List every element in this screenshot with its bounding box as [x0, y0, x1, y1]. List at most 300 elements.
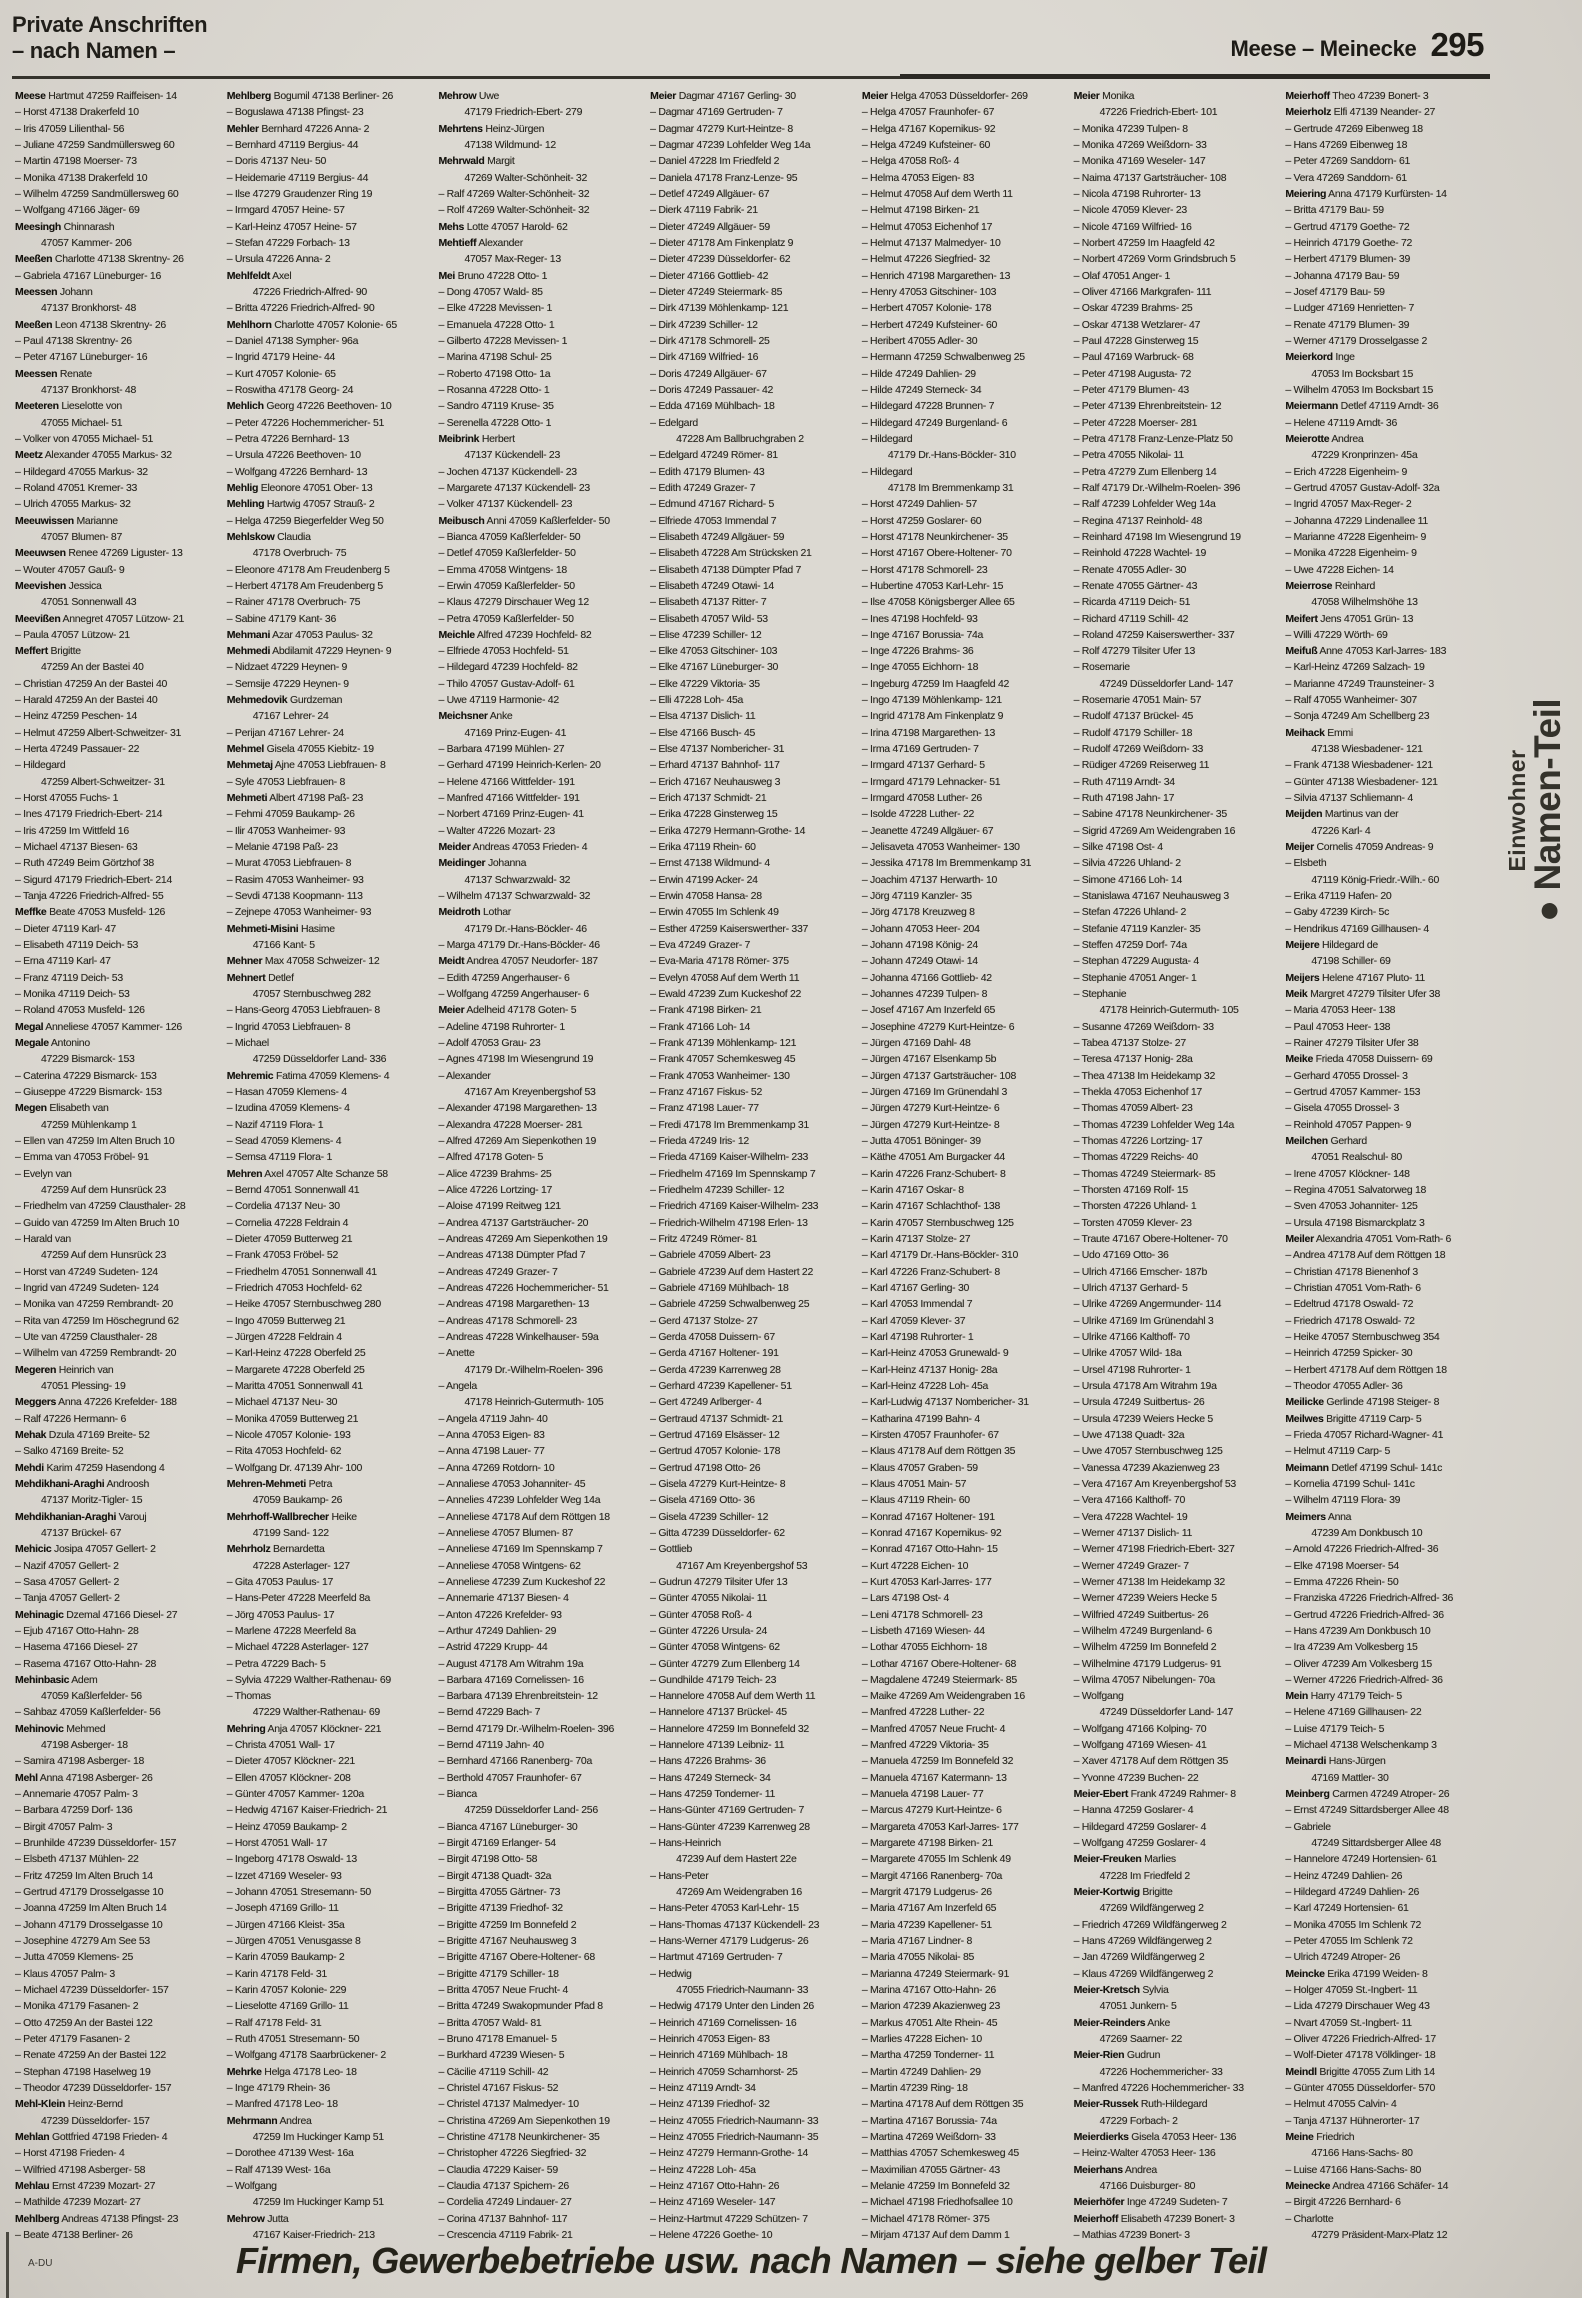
- directory-entry-line: – Heinz-Hartmut 47229 Schützen- 7: [650, 2212, 808, 2225]
- directory-entry-line: – Mathilde 47239 Mozart- 27: [15, 2196, 141, 2209]
- directory-entry-line: – Dorothee 47139 West- 16a: [226, 2147, 354, 2160]
- directory-entry-line: – Erich 47137 Schmidt- 21: [650, 792, 767, 805]
- directory-entry-line: – Thomas 47239 Lohfelder Weg 14a: [1073, 1118, 1235, 1131]
- directory-entry-line: – Brigitte 47167 Neuhausweg 3: [438, 1935, 577, 1948]
- directory-entry-line: – Berthold 47057 Fraunhofer- 67: [438, 1771, 582, 1784]
- directory-entry-line: – Oliver 47226 Friedrich-Alfred- 17: [1285, 2033, 1436, 2046]
- directory-entry-line: 47198 Schiller- 69: [1311, 955, 1391, 968]
- directory-entry-line: – Dieter 47059 Butterweg 21: [226, 1232, 353, 1245]
- directory-entry-line: 47239 Am Donkbusch 10: [1311, 1526, 1423, 1539]
- directory-entry-line: – Reinhold 47228 Wachtel- 19: [1073, 547, 1207, 560]
- directory-entry-line: – Günter 47279 Zum Ellenberg 14: [650, 1657, 800, 1670]
- directory-entry-line: 47259 Im Huckinger Kamp 51: [252, 2131, 384, 2144]
- directory-entry-line: 47137 Schwarzwald- 32: [464, 873, 571, 886]
- directory-entry-line: – Ludger 47169 Henrietten- 7: [1285, 302, 1415, 315]
- directory-entry-line: Meeuwsen Renee 47269 Liguster- 13: [15, 547, 183, 560]
- directory-entry-line: – Tabea 47137 Stolze- 27: [1073, 1037, 1186, 1050]
- directory-entry-line: – Kurt 47053 Karl-Jarres- 177: [861, 1575, 992, 1588]
- directory-entry-line: Meier-Freuken Marlies: [1073, 1853, 1176, 1866]
- directory-entry-line: – Petra 47279 Zum Ellenberg 14: [1073, 465, 1217, 478]
- directory-entry-line: Meiler Alexandria 47051 Vom-Rath- 6: [1285, 1232, 1452, 1245]
- directory-entry-line: – Helmut 47055 Calvin- 4: [1285, 2098, 1397, 2111]
- directory-entry-line: – Susanne 47269 Weißdorn- 33: [1073, 1020, 1214, 1033]
- directory-entry-line: – Birgit 47138 Quadt- 32a: [438, 1869, 552, 1882]
- directory-entry-line: – Norbert 47269 Vorm Grindsbruch 5: [1073, 253, 1236, 266]
- directory-entry-line: Meier Dagmar 47167 Gerling- 30: [650, 90, 796, 102]
- directory-column: [862, 90, 1074, 2242]
- directory-entry-line: – Traute 47167 Obere-Holtener- 70: [1073, 1232, 1228, 1245]
- directory-entry-line: – Hilde 47249 Sterneck- 34: [861, 383, 982, 396]
- directory-entry-line: – Lisbeth 47169 Wiesen- 44: [861, 1624, 985, 1637]
- directory-entry-line: – Petra 47059 Kaßlerfelder- 50: [438, 612, 574, 625]
- directory-entry-line: 47055 Michael- 51: [41, 416, 123, 429]
- directory-entry-line: – Heinz 47055 Friedrich-Naumann- 35: [650, 2131, 819, 2144]
- directory-entry-line: – Daniela 47178 Franz-Lenze- 95: [650, 171, 798, 184]
- directory-entry-line: – Heinrich 47059 Scharnhorst- 25: [650, 2065, 798, 2078]
- directory-entry-line: – Monika 47239 Tulpen- 8: [1073, 122, 1188, 135]
- directory-entry-line: – Rosanna 47228 Otto- 1: [438, 383, 550, 396]
- directory-entry-line: – Heinrich 47169 Mühlbach- 18: [650, 2049, 788, 2062]
- directory-entry-line: – Britta 47249 Swakopmunder Pfad 8: [438, 2000, 603, 2013]
- directory-entry-line: Meierrose Reinhard: [1285, 579, 1376, 592]
- directory-entry-line: – Andreas 47249 Grazer- 7: [438, 1265, 558, 1278]
- directory-entry-line: – Detlef 47059 Kaßlerfelder- 50: [438, 547, 576, 560]
- directory-entry-line: Meierhoff Elisabeth 47239 Bonert- 3: [1073, 2212, 1235, 2225]
- directory-entry-line: – Gerd 47137 Stolze- 27: [650, 1314, 758, 1327]
- directory-entry-line: Mehmetaj Ajne 47053 Liebfrauen- 8: [226, 759, 386, 772]
- directory-entry-line: – Günter 47055 Düsseldorfer- 570: [1285, 2082, 1436, 2095]
- directory-entry-line: Mehring Anja 47057 Klöckner- 221: [226, 1722, 382, 1735]
- directory-entry-line: – Wolfgang Dr. 47139 Ahr- 100: [226, 1461, 363, 1474]
- directory-entry-line: – Manuela 47259 Im Bonnefeld 32: [861, 1755, 1014, 1768]
- directory-entry-line: – Elsbeth 47137 Mühlen- 22: [15, 1853, 139, 1866]
- directory-entry-line: – Theodor 47055 Adler- 36: [1285, 1379, 1403, 1392]
- directory-entry-line: – Christel 47137 Malmedyer- 10: [438, 2098, 579, 2111]
- scan-edge-line: [6, 2232, 9, 2298]
- directory-entry-line: – Marianne 47249 Traunsteiner- 3: [1285, 677, 1434, 690]
- directory-entry-line: – Erwin 47058 Hansa- 28: [650, 890, 762, 903]
- directory-entry-line: Mehlich Georg 47226 Beethoven- 10: [226, 400, 392, 413]
- directory-entry-line: – Irmgard 47179 Lehnacker- 51: [861, 775, 1001, 788]
- directory-entry-line: – Andreas 47138 Dümpter Pfad 7: [438, 1249, 586, 1262]
- directory-entry-line: – Monika 47179 Fasanen- 2: [15, 2000, 139, 2013]
- directory-entry-line: – Willi 47229 Wörth- 69: [1285, 628, 1388, 641]
- directory-entry-line: – Edda 47169 Mühlbach- 18: [650, 400, 775, 413]
- directory-entry-line: – Helga 47058 Roß- 4: [861, 155, 960, 168]
- directory-entry-line: – Lothar 47055 Eichhorn- 18: [861, 1641, 987, 1654]
- directory-entry-line: Mehlhorn Charlotte 47057 Kolonie- 65: [226, 318, 397, 331]
- directory-entry-line: – Ursula 47198 Bismarckplatz 3: [1285, 1216, 1425, 1229]
- directory-entry-line: – Anneliese 47057 Blumen- 87: [438, 1526, 574, 1539]
- directory-entry-line: – Stefan 47229 Forbach- 13: [226, 236, 350, 249]
- directory-entry-line: – Peter 47167 Lüneburger- 16: [15, 351, 148, 364]
- directory-entry-line: – Jörg 47053 Paulus- 17: [226, 1608, 335, 1621]
- directory-entry-line: – Hedwig: [650, 1967, 692, 1980]
- directory-entry-line: – Wilfried 47198 Asberger- 58: [15, 2163, 146, 2176]
- directory-entry-line: – Elke 47228 Mevissen- 1: [438, 302, 553, 315]
- directory-entry-line: – Johanna 47229 Lindenallee 11: [1285, 514, 1428, 527]
- directory-entry-line: Meinecke Andrea 47166 Schäfer- 14: [1285, 2180, 1449, 2192]
- directory-entry-line: Meijer Cornelis 47059 Andreas- 9: [1285, 841, 1434, 854]
- directory-entry-line: – Alexandra 47228 Moerser- 281: [438, 1118, 583, 1131]
- directory-entry-line: – Horst van 47249 Sudeten- 124: [15, 1265, 158, 1278]
- directory-entry-line: – Ilse 47279 Graudenzer Ring 19: [226, 187, 373, 200]
- directory-entry-line: Mehinagic Dzemal 47166 Diesel- 27: [15, 1608, 178, 1621]
- directory-entry-line: – Gisela 47169 Otto- 36: [650, 1494, 755, 1507]
- directory-entry-line: Megen Elisabeth van: [15, 1102, 109, 1115]
- directory-entry-line: Megale Antonino: [15, 1037, 90, 1050]
- directory-entry-line: – Konrad 47167 Holtener- 191: [861, 1510, 995, 1523]
- directory-entry-line: Mehrow Jutta: [226, 2212, 289, 2225]
- directory-entry-line: – Fritz 47259 Im Alten Bruch 14: [15, 1869, 153, 1882]
- directory-entry-line: – Edith 47179 Blumen- 43: [650, 465, 765, 478]
- directory-entry-line: – Heinz 47259 Peschen- 14: [15, 710, 138, 723]
- directory-entry-line: 47228 Im Friedfeld 2: [1099, 1869, 1190, 1882]
- directory-entry-line: – Wolfgang 47259 Goslarer- 4: [1073, 1837, 1206, 1850]
- directory-entry-line: – Elise 47239 Schiller- 12: [650, 628, 762, 641]
- directory-entry-line: – Guido van 47259 Im Alten Bruch 10: [15, 1216, 180, 1229]
- directory-entry-line: – Renate 47259 An der Bastei 122: [15, 2049, 166, 2062]
- directory-entry-line: – Johannes 47239 Tulpen- 8: [861, 988, 988, 1001]
- directory-entry-line: – Martin 47198 Moerser- 73: [15, 155, 137, 168]
- directory-entry-line: – Naima 47137 Gartsträucher- 108: [1073, 171, 1227, 184]
- directory-entry-line: 47055 Friedrich-Naumann- 33: [676, 1984, 809, 1997]
- directory-entry-line: – Hilde 47249 Dahlien- 29: [861, 367, 976, 380]
- directory-entry-line: – Gilberto 47228 Mevissen- 1: [438, 334, 568, 347]
- directory-entry-line: – Helmut 47058 Auf dem Werth 11: [861, 187, 1013, 200]
- directory-entry-line: – Anna 47198 Lauer- 77: [438, 1445, 545, 1458]
- directory-entry-line: – Elisabeth 47137 Ritter- 7: [650, 596, 767, 609]
- directory-entry-line: – Xaver 47178 Auf dem Röttgen 35: [1073, 1755, 1229, 1768]
- directory-entry-line: – Friedrich 47269 Wildfängerweg 2: [1073, 1918, 1227, 1931]
- directory-entry-line: – Nicole 47169 Wilfried- 16: [1073, 220, 1192, 233]
- directory-entry-line: – Werner 47179 Drosselgasse 2: [1285, 334, 1428, 347]
- directory-entry-line: – Edeltrud 47178 Oswald- 72: [1285, 1298, 1414, 1311]
- directory-entry-line: Mein Harry 47179 Teich- 5: [1285, 1690, 1402, 1703]
- directory-entry-line: – Gertrud 47179 Drosselgasse 10: [15, 1886, 164, 1899]
- directory-entry-line: – Friedhelm 47239 Schiller- 12: [650, 1183, 785, 1196]
- directory-entry-line: – Fritz 47249 Römer- 81: [650, 1232, 758, 1245]
- directory-entry-line: – Samira 47198 Asberger- 18: [15, 1755, 145, 1768]
- directory-entry-line: – Helene 47226 Goethe- 10: [650, 2228, 773, 2241]
- directory-entry-line: – Thorsten 47226 Uhland- 1: [1073, 1200, 1197, 1213]
- directory-entry-line: 47167 Lehrer- 24: [252, 710, 329, 723]
- directory-entry-line: – Hildegard 47239 Hochfeld- 82: [438, 661, 578, 674]
- directory-entry-line: – Elfriede 47053 Hochfeld- 51: [438, 645, 569, 658]
- directory-entry-line: – Edith 47259 Angerhauser- 6: [438, 971, 570, 984]
- directory-entry-line: 47229 Bismarck- 153: [41, 1053, 135, 1066]
- directory-entry-line: Mehlberg Andreas 47138 Pfingst- 23: [15, 2212, 179, 2225]
- directory-entry-line: – Karl 47226 Franz-Schubert- 8: [861, 1265, 1000, 1278]
- directory-entry-line: – Heinz 47228 Loh- 45a: [650, 2163, 756, 2176]
- directory-entry-line: – Gisela 47055 Drossel- 3: [1285, 1102, 1400, 1115]
- directory-entry-line: – Ruth 47051 Stresemann- 50: [226, 2033, 360, 2046]
- directory-entry-line: – Melanie 47198 Paß- 23: [226, 841, 338, 854]
- directory-entry-line: – Vera 47269 Sanddorn- 61: [1285, 171, 1407, 184]
- directory-entry-line: Meifert Jens 47051 Grün- 13: [1285, 612, 1414, 625]
- directory-entry-line: – Frank 47057 Schemkesweg 45: [650, 1053, 796, 1066]
- directory-entry-line: – Renate 47055 Adler- 30: [1073, 563, 1187, 576]
- directory-entry-line: – Hildegard: [861, 465, 913, 478]
- footer-section-code: A-DU: [28, 2258, 53, 2269]
- directory-entry-line: – Alfred 47178 Goten- 5: [438, 1151, 544, 1164]
- directory-entry-line: – Günter 47058 Roß- 4: [650, 1608, 752, 1621]
- directory-entry-line: – Marianne 47228 Eigenheim- 9: [1285, 530, 1427, 543]
- directory-entry-line: – Josef 47167 Am Inzerfeld 65: [861, 1004, 996, 1017]
- directory-entry-line: 47269 Walter-Schönheit- 32: [464, 171, 587, 184]
- directory-entry-line: – Gertrud 47057 Gustav-Adolf- 32a: [1285, 481, 1440, 494]
- directory-entry-line: – Charlotte: [1285, 2212, 1334, 2225]
- directory-entry-line: – Wouter 47057 Gauß- 9: [15, 563, 125, 576]
- directory-entry-line: Mehdikhanian-Araghi Varouj: [15, 1510, 147, 1523]
- directory-entry-line: – Johanna 47179 Bau- 59: [1285, 269, 1400, 282]
- directory-entry-line: – Herbert 47057 Kolonie- 178: [861, 302, 992, 315]
- directory-entry-line: – Klaus 47057 Palm- 3: [15, 1967, 115, 1980]
- footer-notice: Firmen, Gewerbebetriebe usw. nach Namen – siehe gelber Teil: [236, 2240, 1267, 2281]
- directory-entry-line: 47059 Kaßlerfelder- 56: [41, 1690, 142, 1703]
- directory-entry-line: – Helene 47166 Wittfelder- 191: [438, 775, 575, 788]
- directory-entry-line: – Vanessa 47239 Akazienweg 23: [1073, 1461, 1220, 1474]
- directory-entry-line: – Rita van 47259 Im Höschegrund 62: [15, 1314, 179, 1327]
- directory-entry-line: – Fredi 47178 Im Bremmenkamp 31: [650, 1118, 809, 1131]
- directory-entry-line: – Maritta 47051 Sonnenwall 41: [226, 1379, 363, 1392]
- directory-entry-line: – Vera 47166 Kalthoff- 70: [1073, 1494, 1185, 1507]
- directory-entry-line: – Karin 47057 Sternbuschweg 125: [861, 1216, 1014, 1229]
- directory-entry-line: – Doris 47137 Neu- 50: [226, 155, 327, 168]
- directory-entry-line: – Marina 47198 Schul- 25: [438, 351, 552, 364]
- directory-entry-line: – Margit 47166 Ranenberg- 70a: [861, 1869, 1003, 1882]
- directory-entry-line: – Aloise 47199 Reitweg 121: [438, 1200, 561, 1213]
- directory-entry-line: – Alexander 47198 Margarethen- 13: [438, 1102, 597, 1115]
- directory-entry-line: – Ellen van 47259 Im Alten Bruch 10: [15, 1135, 175, 1147]
- directory-entry-line: Mehlig Eleonore 47051 Ober- 13: [226, 481, 373, 494]
- directory-column: [15, 90, 227, 2242]
- directory-entry-line: – Daniel 47138 Sympher- 96a: [226, 334, 359, 347]
- directory-entry-line: – Hildegard 47259 Goslarer- 4: [1073, 1820, 1207, 1833]
- directory-entry-line: Meijden Martinus van der: [1285, 808, 1399, 821]
- directory-entry-line: – Karl-Heinz 47228 Oberfeld 25: [226, 1347, 366, 1360]
- directory-entry-line: – Manfred 47228 Luther- 22: [861, 1706, 985, 1719]
- directory-entry-line: – Rosemarie 47051 Main- 57: [1073, 694, 1202, 707]
- directory-entry-line: Mehicic Josipa 47057 Gellert- 2: [15, 1543, 156, 1556]
- directory-entry-line: – Frank 47138 Wiesbadener- 121: [1285, 759, 1433, 772]
- directory-entry-line: – Gottlieb: [650, 1543, 693, 1556]
- directory-entry-line: – Heinz 47055 Friedrich-Naumann- 33: [650, 2114, 819, 2127]
- directory-entry-line: Mehdikhani-Araghi Androosh: [15, 1477, 149, 1490]
- directory-entry-line: – Anneliese 47058 Wintgens- 62: [438, 1559, 581, 1572]
- directory-entry-line: – Adolf 47053 Grau- 23: [438, 1037, 541, 1050]
- directory-entry-line: – Wolfgang: [226, 2180, 277, 2192]
- directory-entry-line: – Sevdi 47138 Koopmann- 113: [226, 890, 363, 903]
- directory-entry-line: – Dirk 47169 Wilfried- 16: [650, 351, 759, 364]
- directory-column: [1285, 90, 1497, 2242]
- directory-entry-line: – Anton 47226 Krefelder- 93: [438, 1608, 562, 1621]
- directory-entry-line: – Gert 47249 Arlberger- 4: [650, 1396, 762, 1409]
- directory-entry-line: – Eleonore 47178 Am Freudenberg 5: [226, 563, 390, 576]
- directory-entry-line: – Olaf 47051 Anger- 1: [1073, 269, 1171, 282]
- directory-entry-line: – Christian 47178 Bienenhof 3: [1285, 1265, 1418, 1278]
- directory-entry-line: – Andreas 47269 Am Siepenkothen 19: [438, 1232, 608, 1245]
- directory-entry-line: – Kornelia 47199 Schul- 141c: [1285, 1477, 1415, 1490]
- directory-entry-line: Meierhöfer Inge 47249 Sudeten- 7: [1073, 2196, 1228, 2209]
- directory-entry-line: 47137 Bronkhorst- 48: [41, 383, 136, 396]
- directory-entry-line: Meiering Anna 47179 Kurfürsten- 14: [1285, 187, 1447, 200]
- directory-entry-line: – Roswitha 47178 Georg- 24: [226, 383, 354, 396]
- directory-entry-line: – Alice 47239 Brahms- 25: [438, 1167, 552, 1180]
- header-rule-right: [900, 74, 1490, 79]
- directory-entry-line: – Heinz 47169 Weseler- 147: [650, 2196, 776, 2209]
- directory-entry-line: – Karl 47179 Dr.-Hans-Böckler- 310: [861, 1249, 1019, 1262]
- directory-entry-line: – Beate 47138 Berliner- 26: [15, 2228, 133, 2241]
- directory-entry-line: – Stanislawa 47167 Neuhausweg 3: [1073, 890, 1229, 903]
- page-title-line2: – nach Namen –: [12, 37, 176, 63]
- directory-entry-line: – Burkhard 47239 Wiesen- 5: [438, 2049, 565, 2062]
- directory-entry-line: – Karl-Heinz 47053 Grunewald- 9: [861, 1347, 1009, 1360]
- directory-entry-line: – Gertrud 47198 Otto- 26: [650, 1461, 761, 1474]
- directory-entry-line: – Hildegard: [15, 759, 66, 772]
- directory-entry-line: – Hartmut 47169 Gertruden- 7: [650, 1951, 783, 1964]
- directory-entry-line: – Petra 47229 Bach- 5: [226, 1657, 326, 1670]
- directory-entry-line: – Erich 47228 Eigenheim- 9: [1285, 465, 1408, 478]
- directory-entry-line: – Izudina 47059 Klemens- 4: [226, 1102, 350, 1115]
- directory-column: [227, 90, 439, 2242]
- directory-entry-line: – Karl-Heinz 47057 Heine- 57: [226, 220, 357, 233]
- directory-entry-line: – Christian 47051 Vom-Rath- 6: [1285, 1281, 1421, 1294]
- directory-entry-line: – Hans-Peter: [650, 1869, 709, 1882]
- directory-entry-line: – Gerda 47167 Holtener- 191: [650, 1347, 779, 1360]
- directory-entry-line: – Hans 47239 Am Donkbusch 10: [1285, 1624, 1431, 1637]
- directory-entry-line: – Ira 47239 Am Volkesberg 15: [1285, 1641, 1418, 1654]
- directory-entry-line: – Cornelia 47228 Feldrain 4: [226, 1216, 349, 1229]
- directory-entry-line: Meierholz Elfi 47139 Neander- 27: [1285, 106, 1436, 119]
- directory-entry-line: – Britta 47179 Bau- 59: [1285, 204, 1384, 217]
- directory-entry-line: – Werner 47226 Friedrich-Alfred- 36: [1285, 1673, 1443, 1686]
- directory-entry-line: – Petra 47055 Nikolai- 11: [1073, 449, 1184, 462]
- directory-entry-line: – Elke 47167 Lüneburger- 30: [650, 661, 779, 674]
- directory-entry-line: 47166 Kant- 5: [252, 939, 315, 952]
- directory-entry-line: – Irina 47198 Margarethen- 13: [861, 726, 996, 739]
- directory-entry-line: – Gerda 47058 Duissern- 67: [650, 1330, 775, 1343]
- directory-entry-line: – Gabriele 47059 Albert- 23: [650, 1249, 771, 1262]
- directory-entry-line: – Ralf 47269 Walter-Schönheit- 32: [438, 187, 590, 200]
- directory-entry-line: – Josephine 47279 Am See 53: [15, 1935, 150, 1948]
- directory-entry-line: – Gertrud 47226 Friedrich-Alfred- 36: [1285, 1608, 1444, 1621]
- directory-entry-line: – Uwe 47228 Eichen- 14: [1285, 563, 1394, 576]
- directory-entry-line: – Ernst 47249 Sittardsberger Allee 48: [1285, 1804, 1449, 1817]
- directory-entry-line: – Wolfgang 47226 Bernhard- 13: [226, 465, 368, 478]
- directory-entry-line: – Katharina 47199 Bahn- 4: [861, 1412, 980, 1425]
- directory-entry-line: – Margrit 47179 Ludgerus- 26: [861, 1886, 992, 1899]
- directory-entry-line: – Sead 47059 Klemens- 4: [226, 1135, 342, 1147]
- directory-entry-line: – Ursel 47198 Ruhrorter- 1: [1073, 1363, 1191, 1376]
- directory-entry-line: – Ejub 47167 Otto-Hahn- 28: [15, 1624, 139, 1637]
- directory-entry-line: – Rainer 47178 Overbruch- 75: [226, 596, 361, 609]
- name-range: Meese – Meinecke: [1230, 36, 1417, 61]
- directory-entry-line: – Zejnepe 47053 Wanheimer- 93: [226, 906, 372, 919]
- directory-entry-line: – Wilhelm 47119 Flora- 39: [1285, 1494, 1401, 1507]
- directory-entry-line: Meier-Rien Gudrun: [1073, 2049, 1161, 2062]
- directory-entry-line: – Volker von 47055 Michael- 51: [15, 432, 154, 445]
- directory-entry-line: – Jörg 47119 Kanzler- 35: [861, 890, 972, 903]
- directory-entry-line: – Astrid 47229 Krupp- 44: [438, 1641, 548, 1654]
- directory-entry-line: – Hannelore 47139 Leibniz- 11: [650, 1739, 785, 1752]
- directory-entry-line: – Dieter 47249 Steiermark- 85: [650, 285, 783, 298]
- directory-entry-line: – Stephan 47198 Haselweg 19: [15, 2065, 151, 2078]
- directory-entry-line: – Herta 47249 Passauer- 22: [15, 743, 140, 756]
- directory-entry-line: 47166 Duisburger- 80: [1099, 2180, 1196, 2192]
- directory-entry-line: – Joanna 47259 Im Alten Bruch 14: [15, 1902, 167, 1915]
- directory-entry-line: Meider Andreas 47053 Frieden- 4: [438, 841, 588, 854]
- directory-entry-line: – Jörg 47178 Kreuzweg 8: [861, 906, 975, 919]
- directory-entry-line: 47226 Friedrich-Ebert- 101: [1099, 106, 1218, 119]
- directory-entry-line: – Hans 47269 Wildfängerweg 2: [1073, 1935, 1212, 1948]
- directory-entry-line: 47167 Am Kreyenbergshof 53: [676, 1559, 808, 1572]
- directory-entry-line: – Ulrike 47166 Kalthoff- 70: [1073, 1330, 1190, 1343]
- directory-entry-line: – Karl-Heinz 47228 Loh- 45a: [861, 1379, 989, 1392]
- directory-entry-line: – Isolde 47228 Luther- 22: [861, 808, 975, 821]
- directory-entry-line: – Heinrich 47179 Goethe- 72: [1285, 236, 1413, 249]
- directory-entry-line: – Anneliese 47178 Auf dem Röttgen 18: [438, 1510, 610, 1523]
- directory-entry-line: – Cordelia 47249 Lindauer- 27: [438, 2196, 572, 2209]
- directory-entry-line: – Sigurd 47179 Friedrich-Ebert- 214: [15, 873, 173, 886]
- directory-entry-line: – Friedrich 47178 Oswald- 72: [1285, 1314, 1415, 1327]
- directory-entry-line: – Martin 47239 Ring- 18: [861, 2082, 968, 2095]
- directory-entry-line: – Brigitte 47179 Schiller- 18: [438, 1967, 559, 1980]
- directory-entry-line: Mehlau Ernst 47239 Mozart- 27: [15, 2180, 156, 2192]
- directory-entry-line: – Helene 47169 Gillhausen- 22: [1285, 1706, 1422, 1719]
- directory-entry-line: – Hans-Georg 47053 Liebfrauen- 8: [226, 1004, 380, 1017]
- directory-entry-line: Megeren Heinrich van: [15, 1363, 114, 1376]
- directory-entry-line: – Hannelore 47249 Hortensien- 61: [1285, 1853, 1437, 1866]
- directory-entry-line: 47179 Dr.-Hans-Böckler- 310: [887, 449, 1016, 462]
- directory-entry-line: – Markus 47051 Alte Rhein- 45: [861, 2016, 998, 2029]
- directory-entry-line: – Lars 47198 Ost- 4: [861, 1592, 949, 1605]
- directory-entry-line: – Günter 47138 Wiesbadener- 121: [1285, 775, 1438, 788]
- directory-entry-line: – Joachim 47137 Herwarth- 10: [861, 873, 998, 886]
- directory-entry-line: Meibrink Herbert: [438, 432, 515, 445]
- directory-entry-line: 47259 Mühlenkamp 1: [41, 1118, 137, 1131]
- directory-entry-line: – Edelgard: [650, 416, 698, 429]
- section-tab-text: [1506, 698, 1569, 921]
- directory-entry-line: – Ulrich 47137 Gerhard- 5: [1073, 1281, 1188, 1294]
- directory-entry-line: – Karl 47198 Ruhrorter- 1: [861, 1330, 974, 1343]
- directory-entry-line: – Luise 47179 Teich- 5: [1285, 1722, 1385, 1735]
- directory-entry-line: – Birgitta 47055 Gärtner- 73: [438, 1886, 561, 1899]
- directory-entry-line: – Wilhelmine 47179 Ludgerus- 91: [1073, 1657, 1222, 1670]
- directory-entry-line: – Brigitte 47259 Im Bonnefeld 2: [438, 1918, 577, 1931]
- directory-entry-line: – Sonja 47249 Am Schellberg 23: [1285, 710, 1430, 723]
- directory-entry-line: 47249 Sittardsberger Allee 48: [1311, 1837, 1441, 1850]
- directory-entry-line: – Edmund 47167 Richard- 5: [650, 498, 774, 511]
- directory-entry-line: – Inge 47226 Brahms- 36: [861, 645, 974, 658]
- page-title: [12, 12, 207, 64]
- directory-entry-line: – Rasim 47053 Wanheimer- 93: [226, 873, 364, 886]
- directory-entry-line: 47179 Dr.-Wilhelm-Roelen- 396: [464, 1363, 603, 1376]
- directory-entry-line: – Ute van 47259 Clausthaler- 28: [15, 1330, 157, 1343]
- directory-entry-line: – Stefanie 47119 Kanzler- 35: [1073, 922, 1201, 935]
- directory-entry-line: – Wolfgang 47166 Jäger- 69: [15, 204, 140, 217]
- directory-entry-line: – Oliver 47166 Markgrafen- 111: [1073, 285, 1212, 298]
- directory-entry-line: Mehlskow Claudia: [226, 530, 311, 543]
- directory-entry-line: Mehrhoff-Wallbrecher Heike: [226, 1510, 357, 1523]
- directory-entry-line: – Petra 47226 Bernhard- 13: [226, 432, 350, 445]
- directory-entry-line: 47259 Düsseldorfer Land- 256: [464, 1804, 598, 1817]
- directory-entry-line: – Gerhard 47055 Drossel- 3: [1285, 1069, 1408, 1082]
- directory-entry-line: – Heinz 47119 Arndt- 34: [650, 2082, 756, 2095]
- directory-entry-line: – Christopher 47226 Siegfried- 32: [438, 2147, 587, 2160]
- directory-entry-line: Mehler Bernhard 47226 Anna- 2: [226, 122, 370, 135]
- directory-entry-line: – Wolfgang 47178 Saarbrückener- 2: [226, 2049, 386, 2062]
